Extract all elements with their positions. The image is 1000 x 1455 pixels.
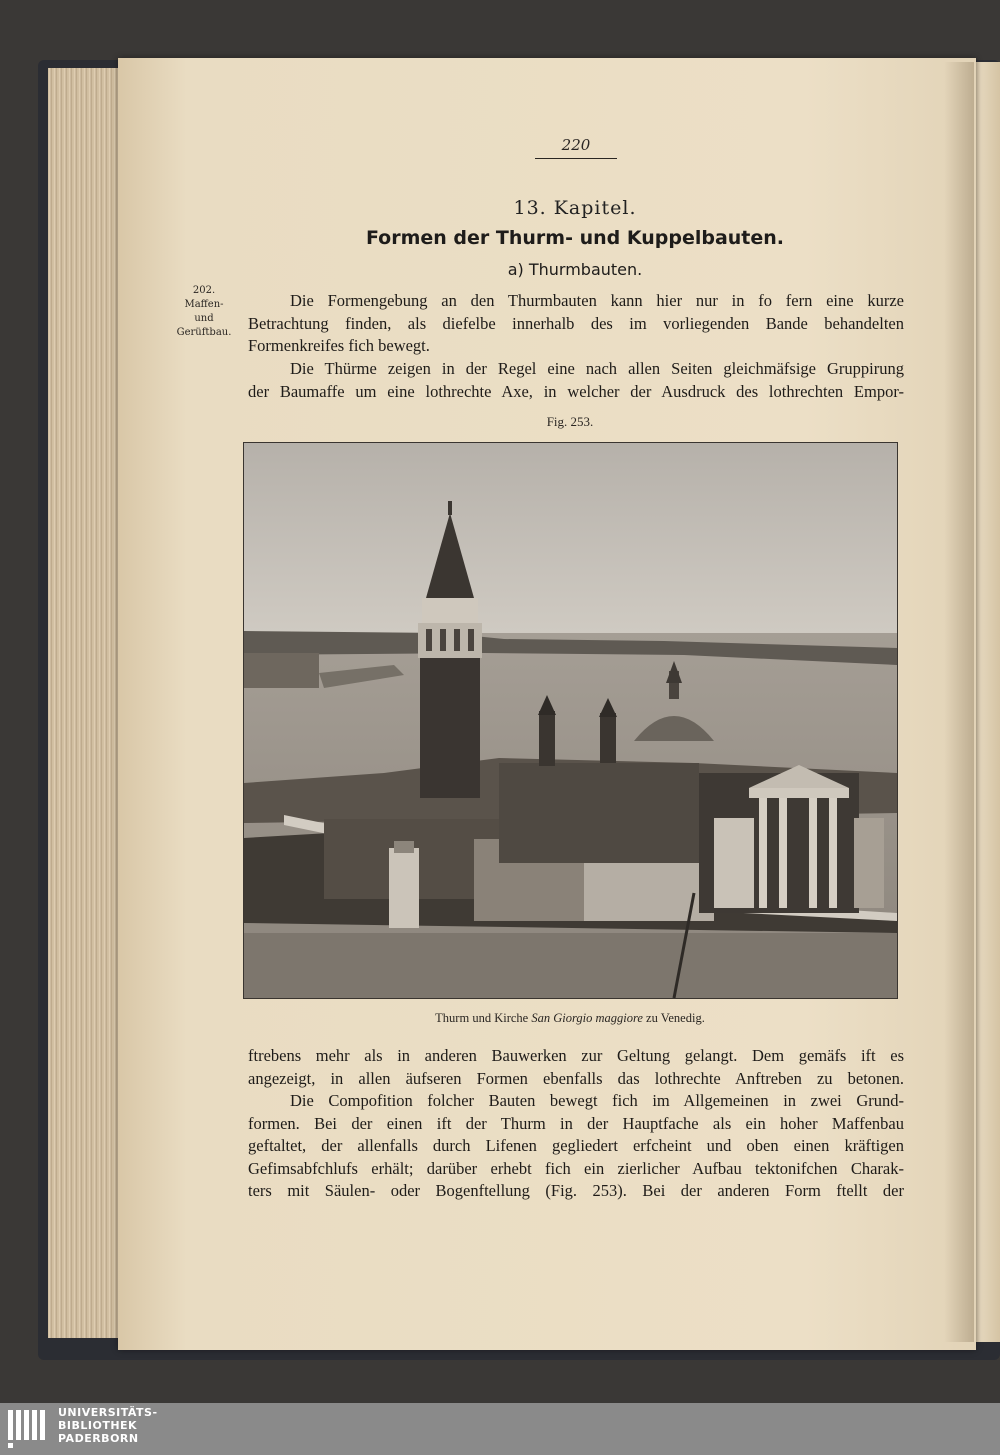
library-name xyxy=(58,1406,158,1445)
paragraph-1 xyxy=(248,290,904,358)
text-line: geftaltet, der allenfalls durch Lifenen gegliedert erfcheint und oben einen kräftigen xyxy=(248,1136,904,1155)
page-edges xyxy=(48,68,126,1338)
text-line: ters mit Säulen- oder Bogenftellung (Fig. 253). Bei der anderen Form ftellt der xyxy=(248,1181,904,1200)
text-line: Betrachtung finden, als diefelbe innerhalb des im vorliegenden Bande behandelten xyxy=(248,313,904,333)
text-line: Gefimsabfchlufs erhält; darüber erhebt fich ein zierlicher Aufbau tektonifchen Charak- xyxy=(248,1158,904,1178)
margin-note-line: Gerüftbau. xyxy=(176,327,232,338)
text-line: ftrebens mehr als in anderen Bauwerken zur Geltung gelangt. Dem gemäfs ift es xyxy=(248,1046,904,1065)
text-line: Die Compofition folcher Bauten bewegt fich im Allgemeinen in zwei Grund- xyxy=(290,1091,904,1110)
text-line: der Baumaffe um eine lothrechte Axe, in welcher der Ausdruck des lothrechten Empor- xyxy=(248,381,904,401)
margin-note xyxy=(163,284,245,340)
text-line: Die Formengebung an den Thurmbauten kann hier nur in fo fern eine kurze xyxy=(290,291,904,310)
paragraph-2 xyxy=(248,358,904,403)
text-line: Die Thürme zeigen in der Regel eine nach allen Seiten gleichmäfsige Gruppirung xyxy=(290,359,904,378)
text-line: angezeigt, in allen äufseren Formen ebenfalls das lothrechte Anftreben zu betonen. xyxy=(248,1068,904,1088)
library-name-line: PADERBORN xyxy=(58,1432,139,1445)
figure-caption xyxy=(300,1011,840,1026)
venice-photo-illustration xyxy=(244,443,897,998)
text-line: Formenkreifes fich bewegt. xyxy=(248,336,430,355)
figure-label: Fig. 253. xyxy=(546,414,594,429)
section-title: Formen der Thurm- und Kuppelbauten. xyxy=(365,227,785,249)
library-logo-icon xyxy=(6,1408,50,1450)
paragraph-4 xyxy=(248,1090,904,1203)
text-line: formen. Bei der einen ift der Thurm in der Hauptfache als ein hoher Maffenbau xyxy=(248,1113,904,1133)
gutter-shadow xyxy=(944,62,974,1342)
figure-photograph xyxy=(243,442,898,999)
caption-italic-text: San Giorgio maggiore xyxy=(531,1011,643,1025)
chapter-heading: 13. Kapitel. xyxy=(513,197,637,219)
caption-text: zu Venedig. xyxy=(642,1011,705,1025)
margin-note-line: Maffen- xyxy=(184,299,224,310)
margin-note-number: 202. xyxy=(192,285,216,296)
paragraph-3 xyxy=(248,1045,904,1090)
caption-text: Thurm und Kirche xyxy=(435,1011,532,1025)
page-number: 220 xyxy=(535,136,617,159)
subsection-title: a) Thurmbauten. xyxy=(507,260,643,279)
library-name-line: UNIVERSITÄTS- xyxy=(58,1406,158,1419)
library-name-line: BIBLIOTHEK xyxy=(58,1419,138,1432)
margin-note-line: und xyxy=(194,313,214,324)
